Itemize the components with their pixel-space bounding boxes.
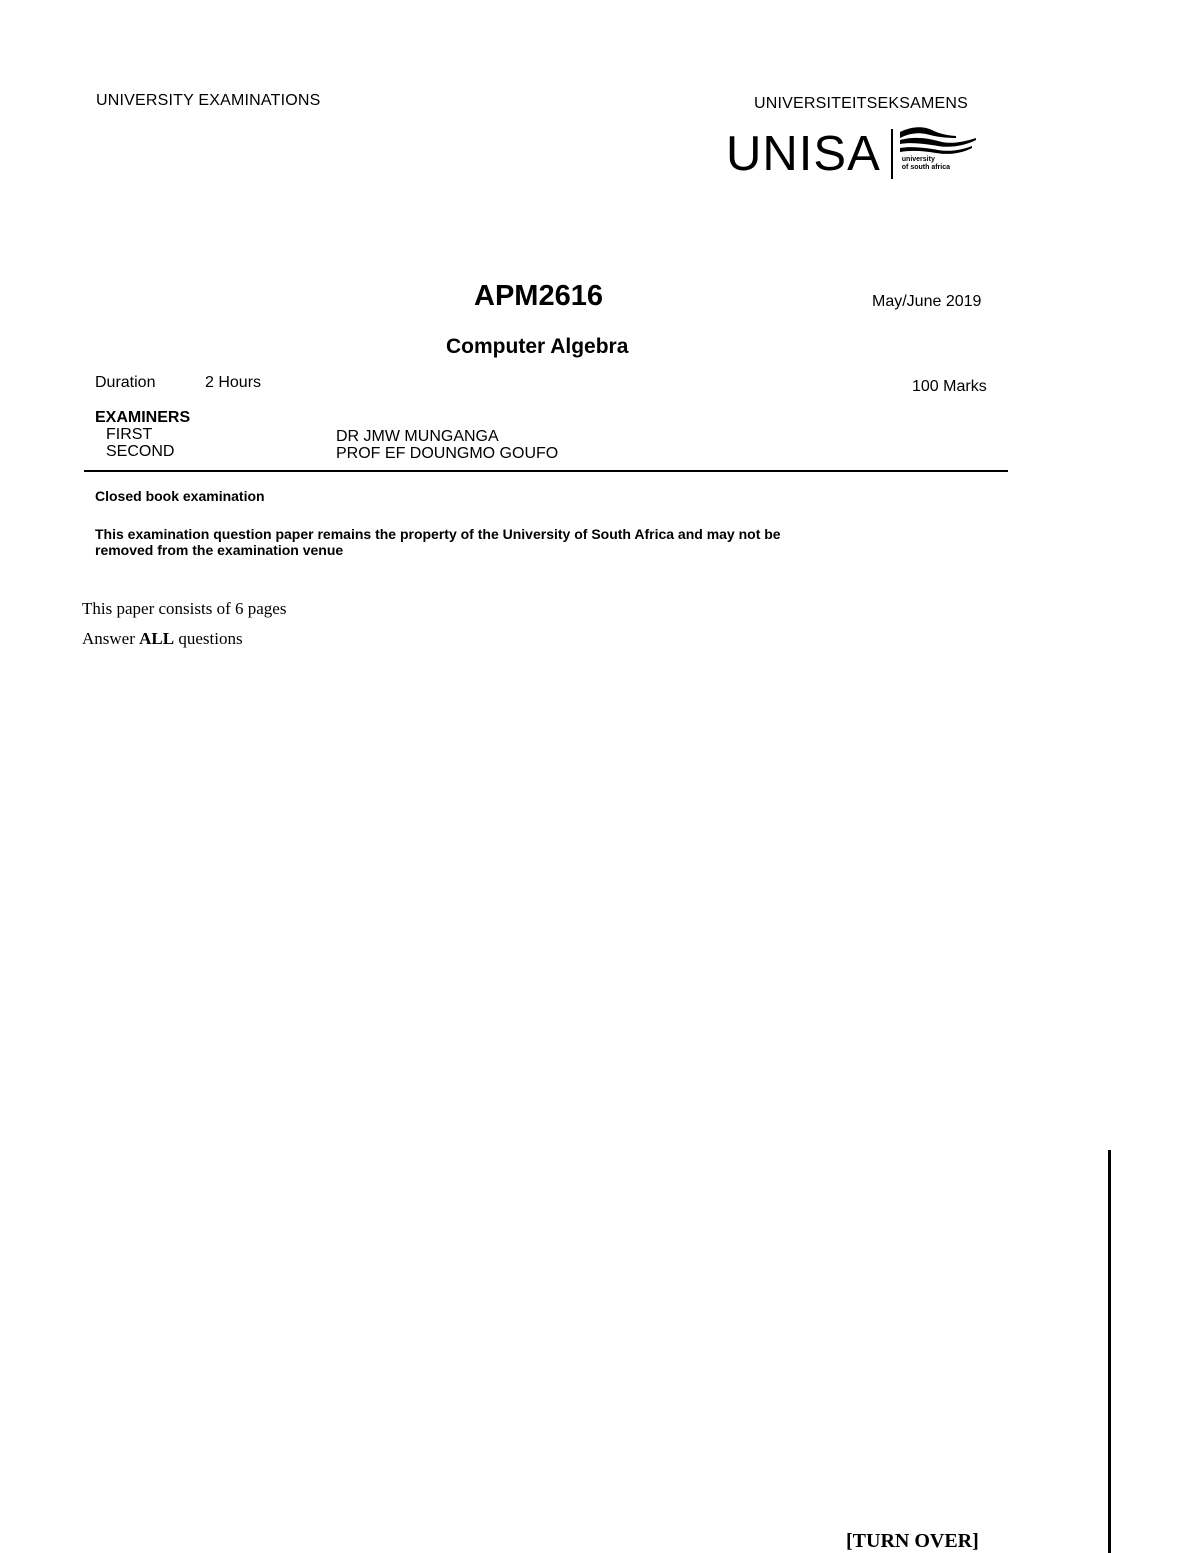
closed-book-notice: Closed book examination xyxy=(95,488,265,504)
scan-edge-bar xyxy=(1108,1150,1111,1553)
first-examiner-label: FIRST xyxy=(106,426,153,443)
page-count-note: This paper consists of 6 pages xyxy=(82,599,287,618)
turn-over-label: [TURN OVER] xyxy=(846,1530,979,1552)
unisa-logo xyxy=(726,126,978,182)
property-notice-line1: This examination question paper remains the property of the University of South Africa and may not be xyxy=(95,526,781,542)
logo-wave-icon xyxy=(898,126,978,182)
header-rule xyxy=(84,470,1008,472)
exam-session: May/June 2019 xyxy=(872,293,982,310)
header-afrikaans: UNIVERSITEITSEKSAMENS xyxy=(754,95,969,112)
second-examiner-name: PROF EF DOUNGMO GOUFO xyxy=(336,445,559,462)
second-examiner-label: SECOND xyxy=(106,443,175,460)
examiners-heading: EXAMINERS xyxy=(95,409,191,426)
header-english: UNIVERSITY EXAMINATIONS xyxy=(96,92,321,109)
answer-instruction: Answer ALL questions xyxy=(82,629,243,648)
logo-divider xyxy=(891,129,893,179)
total-marks: 100 Marks xyxy=(912,378,987,395)
first-examiner-name: DR JMW MUNGANGA xyxy=(336,428,499,445)
module-title: Computer Algebra xyxy=(446,335,629,358)
logo-wordmark: UNISA xyxy=(726,127,881,181)
property-notice-line2: removed from the examination venue xyxy=(95,542,344,558)
duration-value: 2 Hours xyxy=(205,374,262,391)
logo-tagline: university of south africa xyxy=(901,156,950,171)
module-code: APM2616 xyxy=(474,280,603,312)
duration-label: Duration xyxy=(95,374,156,391)
